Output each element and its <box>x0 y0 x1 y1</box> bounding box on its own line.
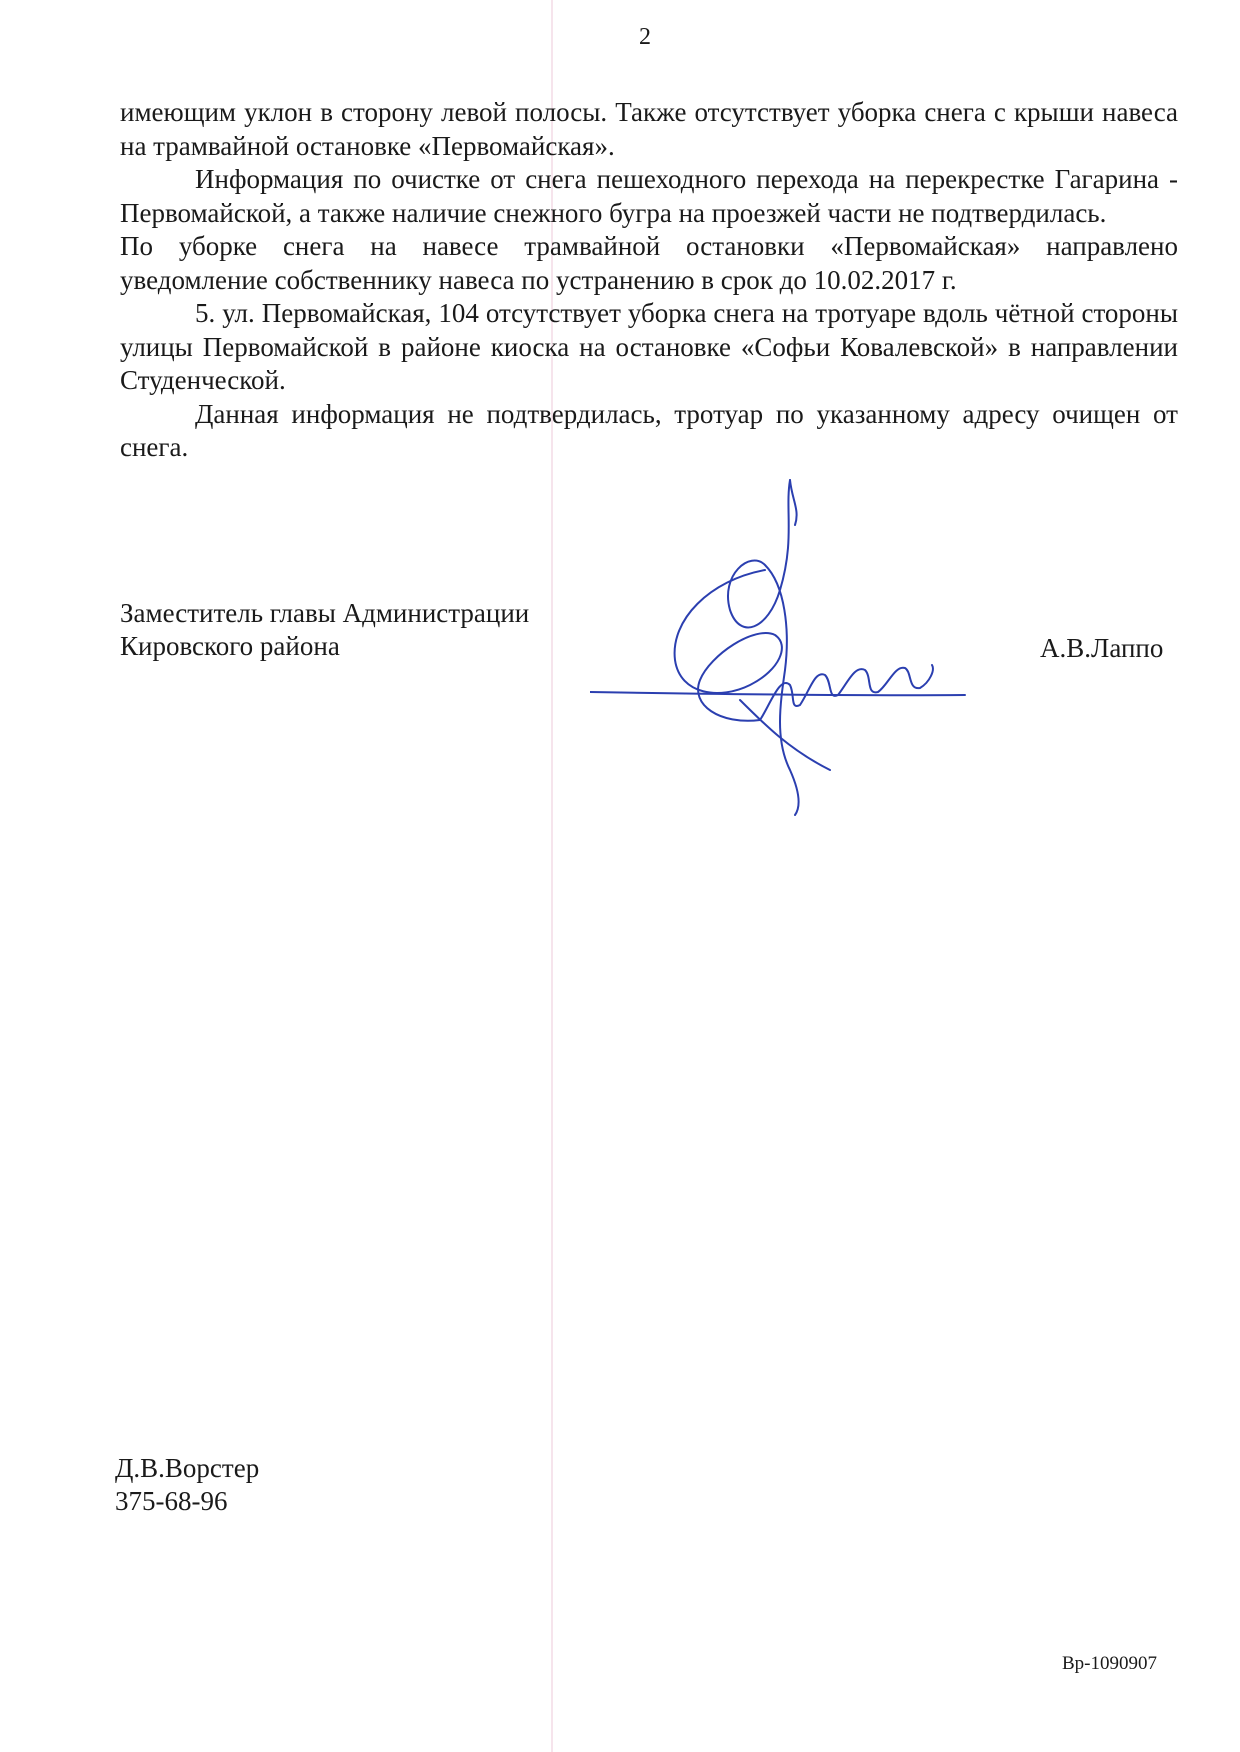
signer-title <box>120 597 529 663</box>
paragraph-not-confirmed: Данная информация не подтвердилась, тротуар по указанному адресу очищен от снега. <box>120 398 1178 462</box>
letter-body <box>120 96 1178 465</box>
signature-stroke-loop <box>728 480 799 815</box>
handwritten-signature <box>590 470 1050 830</box>
paragraph-info-crossing: Информация по очистке от снега пешеходного перехода на перекрестке Гагарина - Первомайской, а также наличие снежного бугра на проезжей части не подтвердилась. <box>120 164 1178 228</box>
executor-block <box>115 1452 259 1518</box>
paragraph-notification: По уборке снега на навесе трамвайной остановки «Первомайская» направлено уведомление собственнику навеса по устранению в срок до 10.02.2017 г. <box>120 231 1178 295</box>
signature-stroke-hook <box>790 480 797 525</box>
paragraph-item-5: 5. ул. Первомайская, 104 отсутствует уборка снега на тротуаре вдоль чётной стороны улицы Первомайской в районе киоска на остановке «Софьи Ковалевской» в направлении Студенческой. <box>120 298 1178 395</box>
document-number: Вр-1090907 <box>1062 1653 1157 1674</box>
signer-title-line-1: Заместитель главы Администрации <box>120 598 530 628</box>
signer-title-line-2: Кировского района <box>120 631 340 661</box>
paragraph-continuation: имеющим уклон в сторону левой полосы. Также отсутствует уборка снега с крыши навеса на трамвайной остановке «Первомайская». <box>120 97 1178 161</box>
signer-name: А.В.Лаппо <box>1040 633 1164 663</box>
executor-phone: 375-68-96 <box>115 1486 228 1516</box>
page-number: 2 <box>639 24 651 50</box>
signature-stroke-wave <box>760 665 933 720</box>
signature-stroke-underline <box>590 692 965 695</box>
executor-name: Д.В.Ворстер <box>115 1453 260 1483</box>
